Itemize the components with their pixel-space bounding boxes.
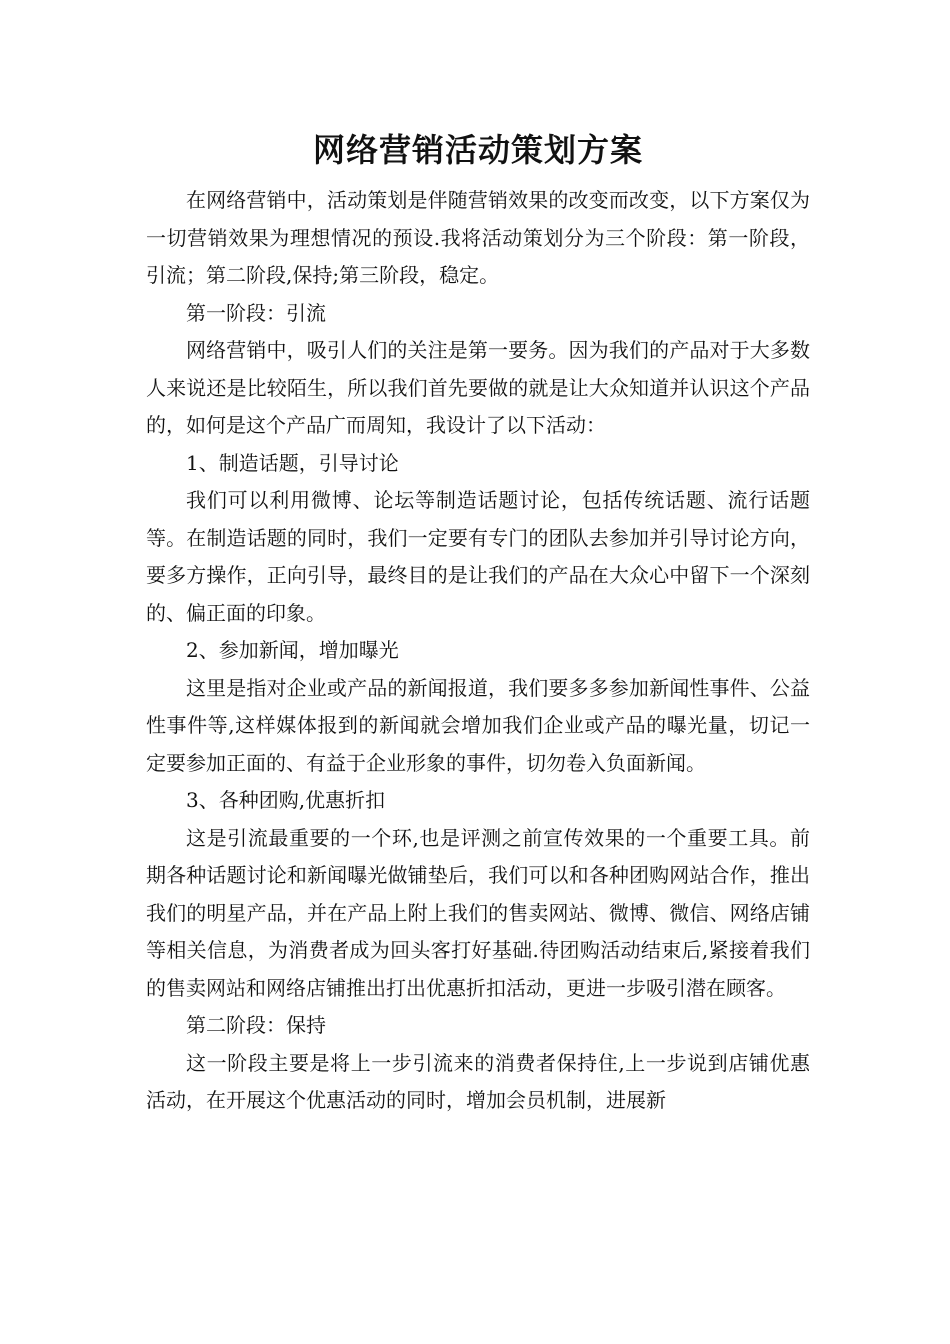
paragraph-stage-1: 网络营销中，吸引人们的关注是第一要务。因为我们的产品对于大多数人来说还是比较陌生，所以我们首先要做的就是让大众知道并认识这个产品的，如何是这个产品广而周知，我设计了以下活动：	[146, 338, 810, 437]
paragraph-topic: 我们可以利用微博、论坛等制造话题讨论，包括传统话题、流行话题等。在制造话题的同时，我们一定要有专门的团队去参加并引导讨论方向，要多方操作，正向引导，最终目的是让我们的产品在大众心中留下一个深刻的、偏正面的印象。	[146, 488, 810, 625]
document-title: 网络营销活动策划方案	[312, 131, 643, 169]
paragraph-stage-2: 这一阶段主要是将上一步引流来的消费者保持住,上一步说到店铺优惠活动，在开展这个优惠活动的同时，增加会员机制，进展新	[146, 1050, 810, 1112]
document-body	[146, 182, 810, 1120]
subheading-topic: 1、制造话题，引导讨论	[186, 450, 399, 475]
paragraph-news: 这里是指对企业或产品的新闻报道，我们要多多参加新闻性事件、公益性事件等,这样媒体报到的新闻就会增加我们企业或产品的曝光量，切记一定要参加正面的、有益于企业形象的事件，切勿卷入负面新闻。	[146, 675, 810, 775]
paragraph-groupbuy: 这是引流最重要的一个环,也是评测之前宣传效果的一个重要工具。前期各种话题讨论和新闻曝光做铺垫后，我们可以和各种团购网站合作，推出我们的明星产品，并在产品上附上我们的售卖网站、微博、微信、网络店铺等相关信息，为消费者成为回头客打好基础.待团购活动结束后,紧接着我们的售卖网站和网络店铺推出打出优惠折扣活动，更进一步吸引潜在顾客。	[146, 825, 810, 1000]
section-heading-stage-1: 第一阶段：引流	[186, 300, 326, 325]
paragraph-intro: 在网络营销中，活动策划是伴随营销效果的改变而改变，以下方案仅为一切营销效果为理想情况的预设.我将活动策划分为三个阶段：第一阶段，引流；第二阶段,保持;第三阶段，稳定。	[146, 188, 810, 287]
subheading-news: 2、参加新闻，增加曝光	[186, 638, 399, 662]
subheading-groupbuy: 3、各种团购,优惠折扣	[186, 788, 386, 812]
section-heading-stage-2: 第二阶段：保持	[186, 1013, 326, 1037]
